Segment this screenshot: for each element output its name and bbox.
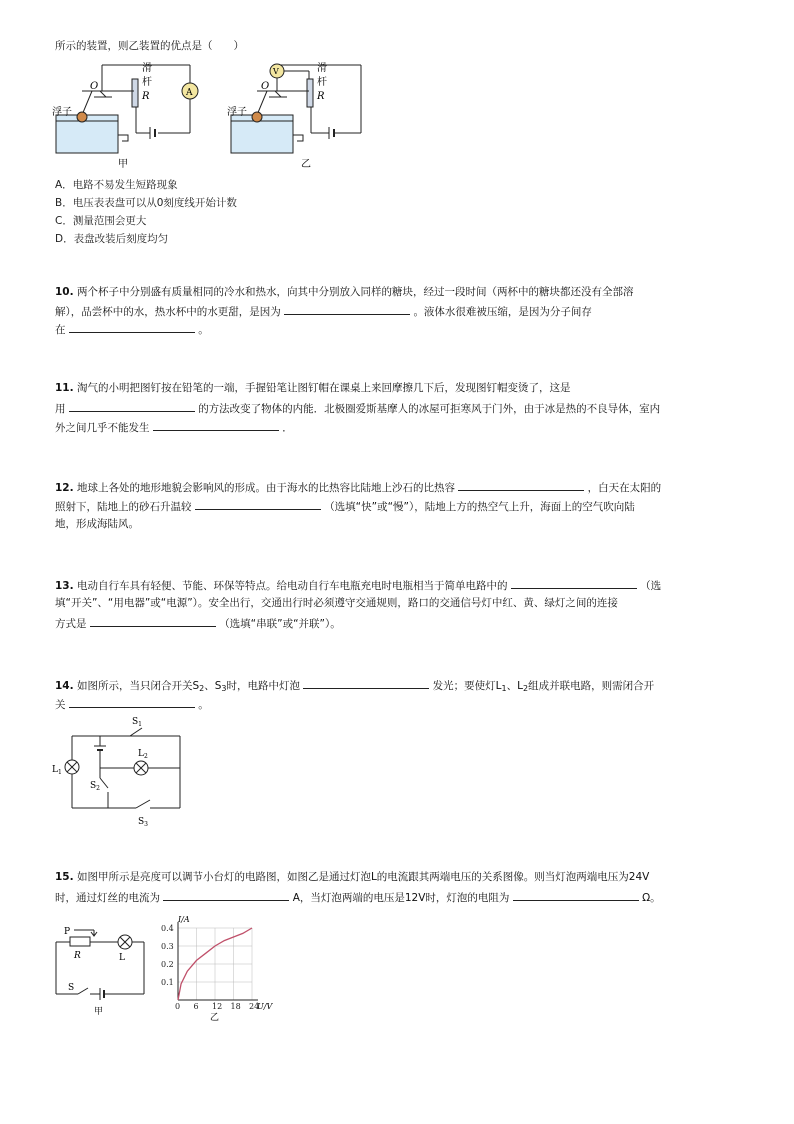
figure-caption-yi: 乙 [301, 159, 311, 170]
answer-blank[interactable] [458, 479, 584, 491]
q15-line1: 15. 如图甲所示是亮度可以调节小台灯的电路图，如图乙是通过灯泡L的电流跟其两端电压的关系图像。则当灯泡两端电压为24V [55, 871, 650, 883]
lamp-icon [118, 935, 132, 949]
q13-line1: 13. 电动自行车具有轻便、节能、环保等特点。给电动自行车电瓶充电时电瓶相当于简单电路中的 （选 [55, 577, 661, 593]
y-tick-label: 0.2 [161, 960, 174, 969]
q10-line1: 10. 两个杯子中分别盛有质量相同的冷水和热水，向其中分别放入同样的糖块，经过一段时间（两杯中的糖块都还没有全部溶 [55, 286, 634, 298]
figure-caption-jia: 甲 [94, 1007, 104, 1017]
answer-blank[interactable] [153, 419, 279, 431]
lamp-icon [134, 761, 148, 775]
q15-circuit-jia [52, 920, 152, 1020]
y-tick-label: 0.1 [161, 978, 174, 987]
y-axis-label: I/A [178, 915, 190, 924]
answer-blank[interactable] [90, 615, 216, 627]
x-tick-label: 18 [230, 1002, 241, 1011]
svg-text:L: L [119, 953, 125, 963]
float-icon [252, 112, 262, 122]
q12-line3: 地，形成海陆风。 [55, 518, 139, 530]
q13-line2: 填“开关”、“用电器”或“电源”）。安全出行，交通出行时必须遵守交通规则，路口的交通信号灯中红、黄、绿灯之间的连接 [55, 597, 618, 609]
svg-text:杆: 杆 [142, 77, 152, 88]
answer-blank[interactable] [69, 321, 195, 333]
q15-line2: 时，通过灯丝的电流为 A，当灯泡两端的电压是12V时，灯泡的电阻为 Ω。 [55, 889, 661, 905]
svg-text:R: R [317, 91, 325, 102]
lamp-icon [65, 760, 79, 774]
svg-text:浮子: 浮子 [52, 107, 72, 118]
svg-text:滑: 滑 [142, 63, 152, 74]
svg-text:R: R [74, 951, 81, 961]
svg-text:S1: $S_1$ [132, 717, 142, 728]
x-tick-label: 6 [193, 1002, 199, 1011]
svg-text:L1: $L_1$ [52, 765, 62, 776]
svg-text:A: A [186, 88, 193, 98]
x-axis-label: U/V [257, 1002, 273, 1011]
x-tick-label: 12 [212, 1002, 223, 1011]
q9-option-d: D．表盘改装后刻度均匀 [55, 233, 169, 245]
answer-blank[interactable] [69, 696, 195, 708]
q9-stem: 所示的装置，则乙装置的优点是（ ） [55, 40, 244, 52]
q15-iu-chart [160, 912, 280, 1022]
y-tick-label: 0.4 [161, 924, 174, 933]
q14-line1: 14. 如图所示，当只闭合开关$S_2$、$S_3$时，电路中灯泡 发光；要使灯$L_1$、$L_2$组成并联电路，则需闭合开 [55, 677, 654, 696]
float-icon [77, 112, 87, 122]
svg-text:滑: 滑 [317, 63, 327, 74]
answer-blank[interactable] [284, 303, 410, 315]
svg-text:S2: $S_2$ [90, 781, 100, 792]
q11-line3: 外之间几乎不能发生 ． [55, 419, 293, 435]
q14-circuit [50, 712, 200, 832]
svg-text:O: O [261, 81, 270, 92]
svg-text:L2: $L_2$ [138, 749, 148, 760]
q11-line1: 11. 淘气的小明把图钉按在铅笔的一端，手握铅笔让图钉帽在课桌上来回摩擦几下后，发现图钉帽变烫了，这是 [55, 382, 571, 394]
q10-line2: 解），品尝杯中的水，热水杯中的水更甜，是因为 。液体水很难被压缩，是因为分子间存 [55, 303, 592, 319]
answer-blank[interactable] [69, 400, 195, 412]
answer-blank[interactable] [511, 577, 637, 589]
svg-text:S: S [68, 983, 75, 993]
svg-text:浮子: 浮子 [227, 107, 247, 118]
q9-option-a: A．电路不易发生短路现象 [55, 179, 178, 191]
q12-line2: 照射下，陆地上的砂石升温较 （选填“快”或“慢”），陆地上方的热空气上升，海面上的空气吹向陆 [55, 498, 635, 514]
q14-line2: 关 。 [55, 696, 209, 712]
q11-line2: 用 的方法改变了物体的内能．北极圈爱斯基摩人的冰屋可拒寒风于门外，由于冰是热的不良导体，室内 [55, 400, 660, 416]
q13-line3: 方式是 （选填“串联”或“并联”）。 [55, 615, 341, 631]
svg-text:V: V [273, 67, 279, 76]
q9-figure-yi [225, 55, 385, 175]
figure-caption-jia: 甲 [118, 159, 128, 170]
svg-text:S3: $S_3$ [138, 817, 148, 828]
answer-blank[interactable] [303, 677, 429, 689]
answer-blank[interactable] [195, 498, 321, 510]
pivot-label: O [90, 81, 99, 92]
q9-option-c: C．测量范围会更大 [55, 215, 147, 227]
svg-text:P: P [64, 927, 71, 937]
svg-text:R: R [142, 91, 150, 102]
q12-line1: 12. 地球上各处的地形地貌会影响风的形成。由于海水的比热容比陆地上沙石的比热容 ，白天在太阳的 [55, 479, 661, 495]
y-tick-label: 0.3 [161, 942, 174, 951]
q9-figure-jia [50, 55, 210, 175]
x-tick-label: 0 [175, 1002, 181, 1011]
svg-text:杆: 杆 [317, 77, 327, 88]
answer-blank[interactable] [513, 889, 639, 901]
x-tick-label: 24 [249, 1002, 260, 1011]
answer-blank[interactable] [163, 889, 289, 901]
q10-line3: 在 。 [55, 321, 209, 337]
figure-caption-yi: 乙 [210, 1013, 220, 1023]
q9-option-b: B．电压表表盘可以从0刻度线开始计数 [55, 197, 237, 209]
